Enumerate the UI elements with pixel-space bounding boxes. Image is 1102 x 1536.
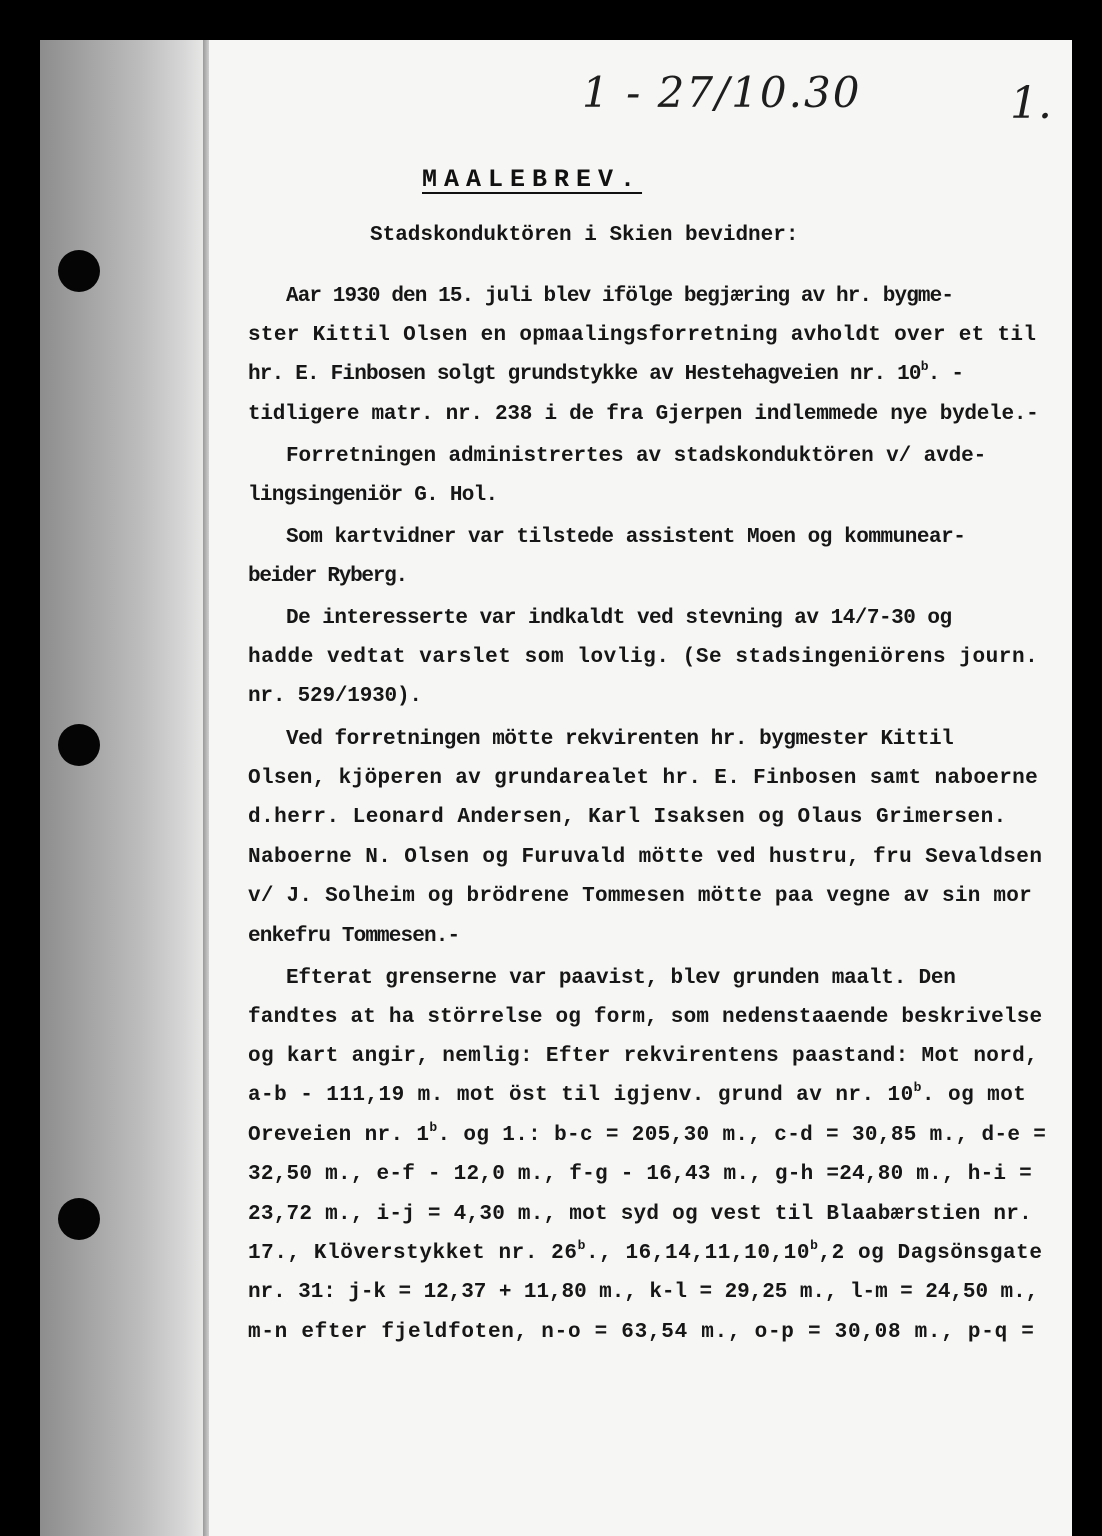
text-segment: enkefru Tommesen.- xyxy=(248,925,460,948)
text-line xyxy=(248,485,497,506)
text-line xyxy=(286,527,965,548)
text-line xyxy=(248,886,1032,907)
superscript: b xyxy=(913,1080,922,1095)
text-segment: Som kartvidner var tilstede assistent Moen og kommunear- xyxy=(286,526,966,549)
text-line xyxy=(248,1204,1032,1225)
superscript: b xyxy=(810,1238,819,1253)
handwritten-page-number: 1. xyxy=(1010,78,1052,129)
text-segment: 32,50 m., e-f - 12,0 m., f-g - 16,43 m., g-h =24,80 m., h-i = xyxy=(248,1163,1032,1186)
text-line xyxy=(248,807,1007,828)
text-segment: 17., Klöverstykket nr. 26 xyxy=(248,1242,578,1265)
text-line xyxy=(248,1046,1038,1067)
text-line xyxy=(286,608,952,629)
text-segment: m-n efter fjeldfoten, n-o = 63,54 m., o-p = 30,08 m., p-q = xyxy=(248,1321,1035,1344)
text-segment: Efterat grenserne var paavist, blev grunden maalt. Den xyxy=(286,967,956,990)
text-line xyxy=(248,768,1038,789)
text-segment: ,2 og Dagsönsgate xyxy=(818,1242,1043,1265)
text-segment: . og mot xyxy=(921,1084,1027,1107)
text-line xyxy=(248,1282,1038,1303)
punch-hole-middle xyxy=(58,724,100,766)
text-segment: fandtes at ha störrelse og form, som nedenstaaende beskrivelse xyxy=(248,1006,1043,1029)
text-line xyxy=(286,968,956,989)
document-subtitle: Stadskonduktören i Skien bevidner: xyxy=(370,224,799,247)
text-line xyxy=(248,1007,1042,1028)
text-segment: Aar 1930 den 15. juli blev ifölge begjæring av hr. bygme- xyxy=(286,285,954,308)
text-segment: tidligere matr. nr. 238 i de fra Gjerpen indlemmede nye bydele.- xyxy=(248,403,1039,426)
text-segment: Olsen, kjöperen av grundarealet hr. E. Finbosen samt naboerne xyxy=(248,767,1039,790)
superscript: b xyxy=(577,1238,586,1253)
text-line xyxy=(248,359,964,386)
text-line xyxy=(248,404,1039,425)
text-segment: nr. 31: j-k = 12,37 + 11,80 m., k-l = 29,25 m., l-m = 24,50 m., xyxy=(248,1281,1039,1304)
text-segment: 23,72 m., i-j = 4,30 m., mot syd og vest til Blaabærstien nr. xyxy=(248,1203,1032,1226)
superscript: b xyxy=(429,1120,438,1135)
text-segment: beider Ryberg. xyxy=(248,565,407,588)
text-segment: og kart angir, nemlig: Efter rekvirentens paastand: Mot nord, xyxy=(248,1045,1039,1068)
text-line xyxy=(248,1120,1047,1147)
document-page xyxy=(40,40,1072,1536)
text-segment: a-b - 111,19 m. mot öst til igjenv. grund av nr. 10 xyxy=(248,1084,914,1107)
text-line xyxy=(248,1238,1043,1265)
text-line xyxy=(286,286,953,307)
page-edge-seam xyxy=(203,40,209,1536)
document-title: MAALEBREV. xyxy=(422,165,643,194)
handwritten-reference: 1 - 27/10.30 xyxy=(582,68,862,117)
text-segment: . og 1.: b-c = 205,30 m., c-d = 30,85 m., d-e = xyxy=(437,1124,1047,1147)
text-line xyxy=(248,1164,1032,1185)
text-line xyxy=(248,926,459,947)
text-line xyxy=(248,686,422,707)
text-segment: ster Kittil Olsen en opmaalingsforretning avholdt over et til xyxy=(248,324,1037,347)
text-segment: Naboerne N. Olsen og Furuvald mötte ved hustru, fru Sevaldsen xyxy=(248,846,1043,869)
text-segment: nr. 529/1930). xyxy=(248,685,422,708)
text-segment: Oreveien nr. 1 xyxy=(248,1124,430,1147)
text-line xyxy=(248,325,1036,346)
text-line xyxy=(286,446,986,467)
text-line xyxy=(248,647,1038,668)
text-segment: d.herr. Leonard Andersen, Karl Isaksen og Olaus Grimersen. xyxy=(248,806,1007,829)
text-segment: De interesserte var indkaldt ved stevning av 14/7-30 og xyxy=(286,607,952,630)
text-line xyxy=(248,1322,1035,1343)
text-segment: . - xyxy=(927,363,964,386)
text-segment: Forretningen administrertes av stadskonduktören v/ avde- xyxy=(286,445,987,468)
text-segment: v/ J. Solheim og brödrene Tommesen mötte paa vegne av sin mor xyxy=(248,885,1032,908)
text-segment: Ved forretningen mötte rekvirenten hr. bygmester Kittil xyxy=(286,728,954,751)
punch-hole-top xyxy=(58,250,100,292)
punch-hole-bottom xyxy=(58,1198,100,1240)
text-segment: lingsingeniör G. Hol. xyxy=(248,484,498,507)
text-line xyxy=(248,566,407,587)
text-line xyxy=(286,729,953,750)
text-line xyxy=(248,1080,1027,1107)
text-segment: ., 16,14,11,10,10 xyxy=(585,1242,811,1265)
text-line xyxy=(248,847,1042,868)
superscript: b xyxy=(920,359,928,374)
text-segment: hadde vedtat varslet som lovlig. (Se stadsingeniörens journ. xyxy=(248,646,1039,669)
text-segment: hr. E. Finbosen solgt grundstykke av Hestehagveien nr. 10 xyxy=(248,363,921,386)
